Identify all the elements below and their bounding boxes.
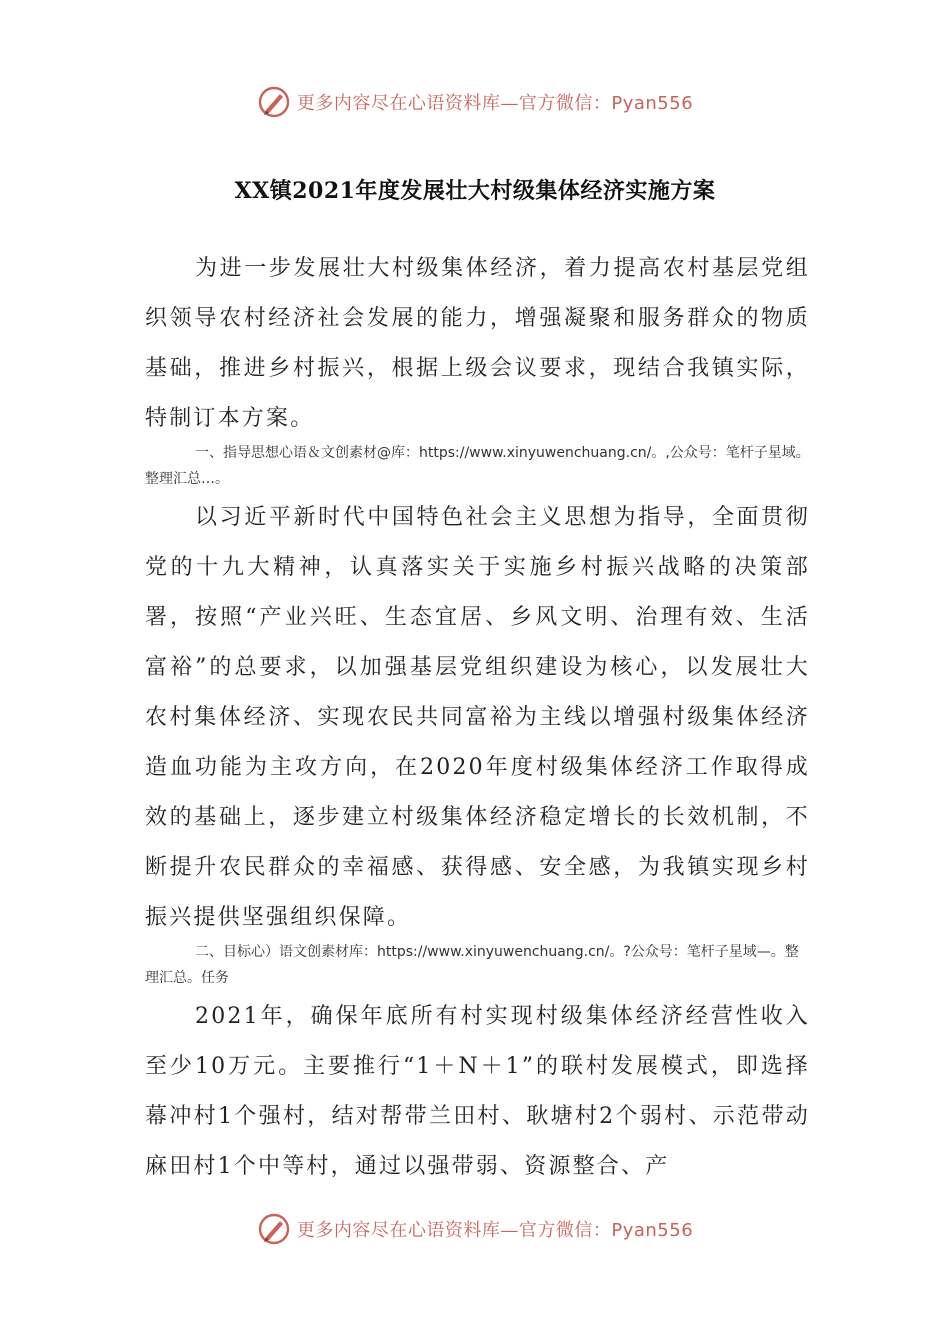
header-banner: [0, 82, 950, 122]
paragraph-intro: 为进一步发展壮大村级集体经济，着力提高农村基层党组织领导农村经济社会发展的能力，增强凝聚和服务群众的物质基础，推进乡村振兴，根据上级会议要求，现结合我镇实际，特制订本方案。: [145, 256, 810, 431]
section-heading-goals: 二、目标心）语文创素材库：https://www.xinyuwenchuang.cn/。?公众号：笔杆子星域—。整理汇总。任务: [145, 944, 799, 986]
section-heading-guiding-ideology: 一、指导思想心语＆文创素材@库：https://www.xinyuwenchuang.cn/。,公众号：笔杆子星域。整理汇总…。: [145, 445, 810, 487]
pen-logo-icon: [257, 1212, 291, 1246]
footer-wechat-id: Pyan556: [611, 1220, 694, 1241]
footer-banner-text: 更多内容尽在心语资料库—官方微信：Pyan556: [296, 1220, 694, 1241]
paragraph-guiding-ideology: 以习近平新时代中国特色社会主义思想为指导，全面贯彻党的十九大精神，认真落实关于实施乡村振兴战略的决策部署，按照“产业兴旺、生态宜居、乡风文明、治理有效、生活富裕”的总要求，以加强基层党组织建设为核心，以发展壮大农村集体经济、实现农民共同富裕为主线以增强村级集体经济造血功能为主攻方向，在2020年度村级集体经济工作取得成效的基础上，逐步建立村级集体经济稳定增长的长效机制，不断提升农民群众的幸福感、获得感、安全感，为我镇实现乡村振兴提供坚强组织保障。: [145, 505, 810, 930]
paragraph-goals: 2021年，确保年底所有村实现村级集体经济经营性收入至少10万元。主要推行“1＋N＋1”的联村发展模式，即选择幕冲村1个强村，结对帮带兰田村、耿塘村2个弱村、示范带动麻田村1个中等村，通过以强带弱、资源整合、产: [145, 1004, 810, 1179]
header-wechat-id: Pyan556: [611, 93, 694, 114]
footer-banner: [0, 1209, 950, 1249]
document-title: XX镇2021年度发展壮大村级集体经济实施方案: [234, 178, 716, 204]
pen-logo-icon: [257, 85, 291, 119]
header-banner-text: 更多内容尽在心语资料库—官方微信：Pyan556: [296, 93, 694, 114]
